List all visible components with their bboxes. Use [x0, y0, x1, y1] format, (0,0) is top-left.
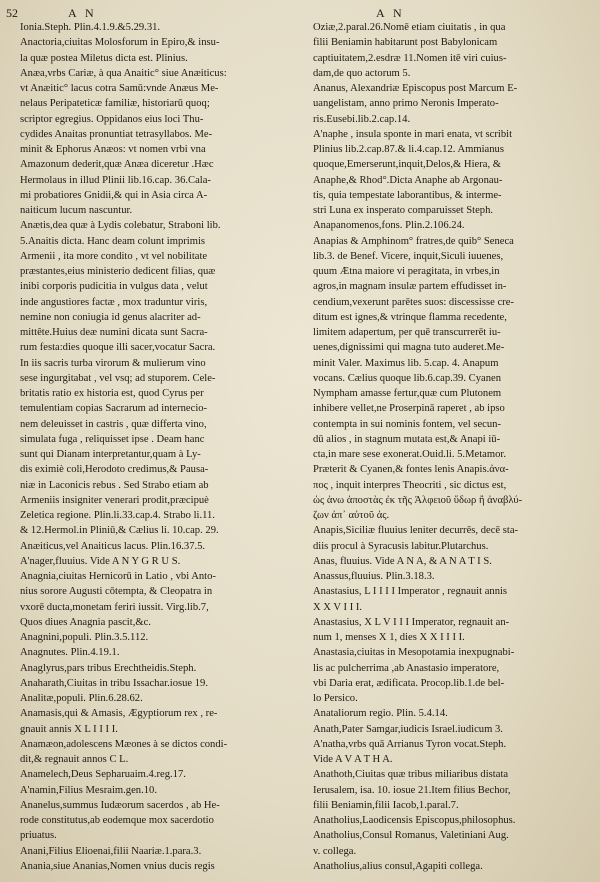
text-line: priuatus. — [20, 830, 57, 842]
text-line: vocans. Cælius quoque lib.6.cap.39. Cyanen — [313, 372, 502, 384]
text-line: Anataliorum regio. Plin. 5.4.14. — [313, 708, 448, 720]
text-line: Anastasius, X L V I I I Imperator, regnauit an- — [313, 616, 510, 628]
text-line: tis, quia tempestate laborantibus, & interme- — [313, 189, 502, 201]
text-line: ris.Eusebi.lib.2.cap.14. — [313, 113, 411, 125]
text-line: Anamæon,adolescens Mæones à se dictos condi- — [20, 738, 228, 750]
text-line: nemine non coniugia id genus alacriter ad- — [20, 311, 201, 323]
text-line: stri Luna ex insperato comparuisset Steph. — [313, 205, 494, 216]
text-line: lis ac pulcherrima ,ab Anastasio imperatore, — [313, 662, 500, 674]
text-line: inibi corporis pudicitia in vulgus data , velut — [20, 281, 208, 293]
text-line: Anamelech,Deus Sepharuaim.4.reg.17. — [20, 769, 186, 781]
text-line: Anathoth,Ciuitas quæ tribus miliaribus distata — [313, 769, 509, 781]
right-column — [313, 20, 591, 874]
text-line: Hermolaus in illud Plinii lib.16.cap. 36.Cala- — [20, 174, 211, 186]
text-line: Anatholius,Consul Romanus, Valetiniani Aug. — [313, 830, 509, 842]
text-line: Armeniis insigniter venerari prodit,præcipuè — [20, 494, 209, 506]
text-line: naiticum lucum nascuntur. — [20, 205, 133, 216]
text-line: ὡς ἀνω ἀποστὰς ἐκ τῆς Ἀλφειοῦ ὕδωρ ἢ ἀναβλύ- — [313, 494, 523, 506]
text-line: Anaglyrus,pars tribus Erechtheidis.Steph. — [20, 662, 197, 674]
text-line: niæ in Laconicis rebus . Sed Strabo etiam ab — [20, 479, 209, 491]
text-line: præstantes,eius ministerio dedicent filias, quæ — [20, 266, 216, 277]
text-line: A'naphe , insula sponte in mari enata, vt scribit — [313, 128, 513, 140]
text-line: mittête.Huius deæ numini dicata sunt Sacra- — [20, 327, 208, 338]
text-line: mi probatiores Gnidii,& qui in Asia circa A- — [20, 189, 208, 201]
text-line: Plinius lib.2.cap.87.& li.4.cap.12. Ammianus — [313, 144, 504, 155]
text-line: Anamasis,qui & Amasis, Ægyptiorum rex , re- — [20, 708, 218, 720]
text-line: uenes,dignissimi qui magna tuto auderet.Me- — [313, 342, 505, 354]
text-line: scriptor egregius. Oppidanos eius loci Thu- — [20, 113, 204, 125]
text-line: filii Beniamin habitarunt post Babylonicam — [313, 37, 498, 49]
text-line: A'natha,vrbs quā Arrianus Tyron vocat.Steph. — [313, 738, 507, 750]
text-line: sese ingurgitabat , vel vsq; ad stuporem. Cele- — [20, 372, 216, 384]
text-line: Anæiticus,vel Anaiticus lacus. Plin.16.37.5. — [20, 540, 206, 552]
text-line: filii Beniamin,filii Iacob,1.paral.7. — [313, 799, 459, 811]
text-line: Ananelus,summus Iudæorum sacerdos , ab He- — [20, 799, 220, 811]
text-line: dū alios , in stagnum mutata est,& Anapi iū- — [313, 433, 501, 445]
text-line: limitem adapertum, per quē transcurrerēt iu- — [313, 327, 501, 338]
text-line: Zeletica regione. Plin.li.33.cap.4. Strabo li.11. — [20, 510, 215, 521]
text-line: X X V I I I. — [313, 601, 363, 613]
text-line: cta,in mare sese exonerat.Ouid.li. 5.Metamor. — [313, 449, 506, 460]
text-line: Anapanomenos,fons. Plin.2.106.24. — [313, 220, 465, 232]
text-line: Anas, fluuius. Vide A N A, & A N A T I S. — [313, 555, 492, 567]
text-line: Anani,Filius Elioenai,filii Naariæ.1.para.3. — [20, 845, 202, 857]
text-line: Ierusalem, isa. 10. iosue 21.Item filius Bechor, — [313, 784, 511, 796]
text-line: A'nager,fluuius. Vide A N Y G R U S. — [20, 555, 181, 567]
text-line: cydides Anaitas pronuntiat tetrasyllabos. Me- — [20, 128, 213, 140]
text-line: captiuitatem,2.esdræ 11.Nomen itē viri cuius- — [313, 52, 507, 64]
text-line: inhibere vellet,ne Proserpinā raperet , ab ipso — [313, 403, 505, 415]
text-line: rum festa:dies quoque illi sacer,vocatur Sacra. — [20, 342, 216, 354]
text-line: nelaus Peripateticæ familiæ, historiarū quoq; — [20, 98, 210, 110]
text-line: Anatholius,alius consul,Agapiti collega. — [313, 860, 483, 872]
text-line: Anapis,Siciliæ fluuius leniter decurrēs, decē sta- — [313, 525, 519, 537]
text-line: v. collega. — [313, 845, 357, 857]
text-line: vt Anæitic° lacus cotra Samū:vnde Anæus Me- — [20, 83, 219, 94]
text-line: Armenii , ita more condito , vt vel nobilitate — [20, 250, 208, 262]
text-line: dit,& regnauit annos C L. — [20, 754, 129, 765]
text-line: inde angustiores factæ , mox traduntur viris, — [20, 296, 208, 308]
text-line: Anastasia,ciuitas in Mesopotamia inexpugnabi- — [313, 647, 515, 659]
text-line: Anæa,vrbs Cariæ, à qua Anaitic° siue Anæiticus: — [20, 67, 227, 79]
text-line: Nympham amasse fertur,quæ cum Plutonem — [313, 388, 502, 399]
text-line: Anania,siue Ananias,Nomen vnius ducis regis — [20, 860, 215, 872]
text-line: sunt qui Dianam interpretantur,quam à Ly- — [20, 449, 201, 460]
text-line: dis eximiè coli,Herodoto credimus,& Pausa- — [20, 464, 209, 476]
text-line: Anastasius, L I I I I Imperator , regnauit annis — [313, 586, 508, 598]
text-line: Analitæ,populi. Plin.6.28.62. — [20, 693, 143, 704]
text-line: Præterit & Cyanen,& fontes lenis Anapis.ἀνα- — [313, 464, 509, 476]
text-line: 5.Anaitis dicta. Hanc deam colunt imprimis — [20, 235, 206, 247]
text-line: Ionia.Steph. Plin.4.1.9.&5.29.31. — [20, 22, 161, 33]
text-line: simulata fuga , reliquisset ipse . Deam hanc — [20, 433, 205, 445]
text-line: rode constitutus,ab eodemque mox sacerdotio — [20, 815, 214, 826]
text-line: la quæ postea Miletus dicta est. Plinius. — [20, 52, 188, 64]
page-number: 52 — [6, 6, 18, 20]
text-line: quum Ætna maiore vi peragitata, in vrbes,in — [313, 266, 500, 277]
text-line: diis procul à Syracusis labitur.Plutarchus. — [313, 540, 489, 552]
text-line: Anagnia,ciuitas Hernicorū in Latio , vbi Anto- — [20, 571, 216, 582]
text-line: Anatholius,Laodicensis Episcopus,philosophus. — [313, 815, 516, 826]
text-line: gnauit annis X L I I I I. — [20, 723, 118, 735]
text-line: minit & Ephorus Anæos: vt nomen vrbi vna — [20, 144, 206, 155]
text-line: Quos diues Anagnia pascit,&c. — [20, 616, 151, 628]
text-line: ditum est ignes,& vtrinque flamma recedente, — [313, 311, 507, 323]
text-line: Anapias & Amphinom° fratres,de quib° Seneca — [313, 235, 514, 247]
text-line: πος , inquit interpres Theocriti , sic dictus est, — [313, 479, 507, 491]
text-line: Anath,Pater Samgar,iudicis Israel.iudicum 3. — [313, 723, 503, 735]
text-line: A'namin,Filius Mesraim.gen.10. — [20, 784, 157, 796]
text-line: Anaharath,Ciuitas in tribu Issachar.iosue 19. — [20, 677, 208, 689]
text-line: dam,de quo actorum 5. — [313, 67, 411, 79]
text-line: ζων ἀπ᾽ αὐτοῦ ἀς. — [313, 510, 390, 521]
text-line: Vide A V A T H A. — [313, 754, 393, 765]
left-column — [20, 20, 296, 874]
text-line: Anassus,fluuius. Plin.3.18.3. — [313, 571, 435, 582]
text-line: minit Valer. Maximus lib. 5.cap. 4. Anapum — [313, 357, 499, 369]
text-line: Anaphe,& Rhod°.Dicta Anaphe ab Argonau- — [313, 174, 503, 186]
running-head-right: A N — [376, 6, 405, 20]
text-line: In iis sacris turba virorum & mulierum vino — [20, 357, 206, 369]
text-line: Anætis,dea quæ à Lydis colebatur, Straboni lib. — [20, 220, 221, 232]
running-head-left: A N — [68, 6, 97, 20]
text-line: britatis ratio ex historia est, quod Cyrus per — [20, 388, 204, 399]
text-line: temulentiam copias Sacrarum ad internecio- — [20, 403, 208, 415]
text-line: lo Persico. — [313, 693, 358, 704]
text-line: Ananus, Alexandriæ Episcopus post Marcum E- — [313, 83, 518, 94]
text-line: Anagnini,populi. Plin.3.5.112. — [20, 632, 149, 643]
text-line: quoque,Emerserunt,inquit,Delos,& Hiera, & — [313, 159, 501, 171]
text-line: nem deleuisset in castris , quæ differta vino, — [20, 418, 207, 430]
text-line: agros,in magnam insulæ partem effudisset in- — [313, 281, 507, 293]
text-line: vbi Daria erat, ædificata. Procop.lib.1.de bel- — [313, 677, 505, 689]
text-line: lib.3. de Benef. Vicere, inquit,Siculi iuuenes, — [313, 250, 504, 262]
text-line: Oziæ,2.paral.26.Nomē etiam ciuitatis , in qua — [313, 22, 506, 33]
text-line: num 1, menses X 1, dies X X I I I I. — [313, 632, 465, 643]
text-line: Anagnutes. Plin.4.19.1. — [20, 647, 120, 659]
text-line: contempta in sui nominis fontem, vel secun- — [313, 418, 502, 430]
text-line: uangelistam, anno primo Neronis Imperato- — [313, 98, 499, 110]
text-line: & 12.Hermol.in Pliniū,& Cælius li. 10.cap. 29. — [20, 525, 219, 537]
text-line: nius sorore Augusti cōtempta, & Cleopatra in — [20, 586, 213, 598]
text-line: cendium,vexerunt parētes suos: discessisse cre- — [313, 296, 514, 308]
text-line: Amazonum dederit,quæ Anæa diceretur .Hæc — [20, 159, 214, 171]
text-line: Anactoria,ciuitas Molosforum in Epiro,& insu- — [20, 37, 220, 49]
text-line: vxorē ducta,monetam feriri iussit. Virg.lib.7, — [20, 601, 209, 613]
